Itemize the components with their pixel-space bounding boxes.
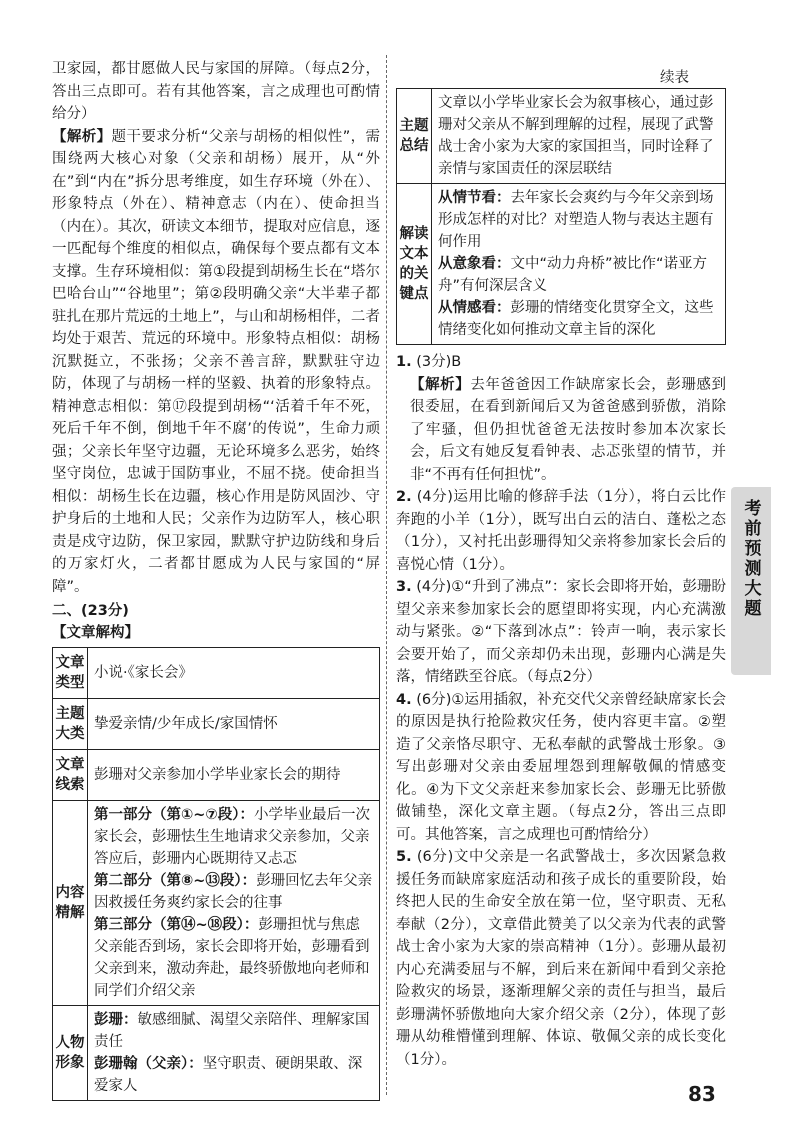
answer-number: 4.	[396, 691, 412, 708]
continued-table-label: 续表	[660, 70, 689, 86]
row-label: 内容精解	[53, 801, 88, 1006]
part-text: 去年家长会爽约与今年父亲到场形成怎样的对比？对塑造人物与表达主题有何作用	[438, 190, 714, 250]
row-value: 挚爱亲情/少年成长/家国情怀	[88, 699, 380, 750]
row-value: 小说·《家长会》	[88, 648, 380, 699]
row-label: 文章线索	[53, 750, 88, 801]
content-part	[94, 804, 373, 870]
row-value	[432, 184, 726, 345]
character-part	[94, 1009, 373, 1053]
part-head: 从意象看：	[438, 256, 511, 272]
answer-number: 3.	[396, 579, 412, 595]
answer-text: (4分)①“升到了沸点”：家长会即将开始，彭珊盼望父亲来参加家长会的愿望即将实现，内心充满激动与紧张。②“下落到冰点”：铃声一响，表示家长会要开始了，而父亲却仍未出现，彭珊内心满是失落，情绪跌至谷底。（每点2分）	[396, 579, 727, 685]
content-part	[94, 914, 373, 1002]
part-head: 从情感看：	[438, 300, 511, 316]
side-tab-label: 考前预测大题	[740, 499, 761, 619]
analysis-paragraph	[52, 126, 380, 599]
answer-item	[396, 846, 726, 1071]
part-head: 第二部分（第⑧~⑬段）：	[94, 873, 257, 889]
row-label: 主题总结	[397, 89, 432, 184]
right-column	[396, 88, 726, 1071]
row-label: 主题大类	[53, 699, 88, 750]
answer-item	[396, 689, 726, 847]
continued-structure-table	[396, 88, 726, 345]
part-text: 彭珊担忧与焦虑父亲能否到场，家长会即将开始，彭珊看到父亲到来，激动奔赴，最终骄傲地向老师和同学们介绍父亲	[94, 917, 370, 999]
row-label: 文章类型	[53, 648, 88, 699]
answer-continuation: 卫家园，都甘愿做人民与家国的屏障。（每点2分，答出三点即可。若有其他答案，言之成理也可酌情给分）	[52, 61, 380, 122]
column-divider	[386, 55, 387, 1095]
analysis-tag: 【解析】	[410, 376, 471, 393]
answer-number: 5.	[396, 849, 412, 865]
key-point	[438, 187, 719, 253]
page-number: 83	[688, 1082, 716, 1106]
row-value	[88, 801, 380, 1006]
row-label: 人物形象	[53, 1006, 88, 1101]
table-row	[397, 89, 726, 184]
analysis-text: 去年爸爸因工作缺席家长会，彭珊感到很委屈，在看到新闻后又为爸爸感到骄傲，消除了牢骚，但仍担忧爸爸无法按时参加本次家长会，后文有她反复看钟表、忐忑张望的情节，并非“不再有任何担忧”。	[410, 376, 727, 483]
answer-number: 1.	[396, 354, 412, 370]
part-text: 文中“动力舟桥”被比作“诺亚方舟”有何深层含义	[438, 256, 708, 294]
answer-text: (3分)B	[416, 354, 462, 370]
structure-title: 【文章解构】	[52, 625, 139, 641]
row-value: 文章以小学毕业家长会为叙事核心，通过彭珊对父亲从不解到理解的过程，展现了武警战士舍小家为大家的家国担当，同时诠释了亲情与家国责任的深层联结	[432, 89, 726, 184]
answer-item	[396, 486, 726, 576]
part-head: 从情节看：	[438, 190, 511, 206]
row-value: 彭珊对父亲参加小学毕业家长会的期待	[88, 750, 380, 801]
part-head: 彭珊：	[94, 1012, 138, 1028]
analysis-tag: 【解析】	[52, 128, 112, 145]
key-point	[438, 297, 719, 341]
answer-text: (4分)运用比喻的修辞手法（1分），将白云比作奔跑的小羊（1分），既写出白云的洁白、蓬松之态（1分），又衬托出彭珊得知父亲将参加家长会后的喜悦心情（1分）。	[396, 489, 727, 573]
row-value	[88, 1006, 380, 1101]
analysis-text: 题干要求分析“父亲与胡杨的相似性”，需围绕两大核心对象（父亲和胡杨）展开，从“外在”到“内在”拆分思考维度，如生存环境（外在）、形象特点（外在）、精神意志（内在）、使命担当（内在）。其次，研读文本细节，提取对应信息，逐一匹配每个维度的相似点，确保每个要点都有文本支撑。生存环境相似：第①段提到胡杨生长在“塔尔巴哈台山”“谷地里”；第②段明确父亲“大半辈子都驻扎在那片荒远的土地上”，与山和胡杨相伴，二者均处于艰苦、荒远的环境中。形象特点相似：胡杨沉默挺立，不张扬；父亲不善言辞，默默驻守边防，体现了与胡杨一样的坚毅、执着的形象特点。精神意志相似：第⑰段提到胡杨“‘活着千年不死，死后千年不倒，倒地千年不腐’的传说”，生命力顽强；父亲长年坚守边疆，无论环境多么恶劣，始终坚守岗位，忠诚于国防事业，不屈不挠。使命担当相似：胡杨生长在边疆，核心作用是防风固沙、守护身后的土地和人民；父亲作为边防军人，核心职责是戍守边防，保卫家园，默默守护边防线和身后的万家灯火，二者都甘愿成为人民与家国的“屏障”。	[52, 128, 380, 595]
section-two-heading: 二、(23分)	[52, 603, 129, 619]
part-text: 小学毕业最后一次家长会，彭珊怯生生地请求父亲参加，父亲答应后，彭珊内心既期待又忐忑	[94, 807, 370, 867]
left-column	[52, 58, 380, 1101]
row-label: 解读文本的关键点	[397, 184, 432, 345]
part-head: 彭珊翰（父亲）：	[94, 1056, 203, 1072]
answer-item	[396, 576, 726, 689]
answer-number: 2.	[396, 489, 412, 505]
character-part	[94, 1053, 373, 1097]
answer-text: (6分)文中父亲是一名武警战士，多次因紧急救援任务而缺席家庭活动和孩子成长的重要阶段，始终把人民的生命安全放在第一位，坚守职责、无私奉献（2分），文章借此赞美了以父亲为代表的武警战士舍小家为大家的崇高精神（1分）。彭珊从最初内心充满委屈与不解，到后来在新闻中看到父亲抢险救灾的场景，逐渐理解父亲的责任与担当，最后彭珊满怀骄傲地向大家介绍父亲（2分），体现了彭珊从幼稚懵懂到理解、体谅、敬佩父亲的成长变化（1分）。	[396, 849, 726, 1068]
answers-list	[396, 351, 726, 1071]
answer-text: (6分)①运用插叙，补充交代父亲曾经缺席家长会的原因是执行抢险救灾任务，使内容更丰富。②塑造了父亲恪尽职守、无私奉献的武警战士形象。③写出彭珊对父亲由委屈埋怨到理解敬佩的情感变化。④为下文父亲赶来参加家长会、彭珊无比骄傲做铺垫，深化文章主题。（每点2分，答出三点即可。其他答案，言之成理也可酌情给分）	[396, 691, 727, 843]
part-text: 彭珊的情绪变化贯穿全文，这些情绪变化如何推动文章主旨的深化	[438, 300, 714, 338]
table-row	[53, 699, 380, 750]
answer-analysis	[396, 374, 726, 487]
content-part	[94, 870, 373, 914]
structure-table	[52, 647, 380, 1101]
side-tab	[731, 487, 771, 675]
table-row	[53, 648, 380, 699]
part-head: 第一部分（第①~⑦段）：	[94, 807, 254, 823]
table-row	[53, 801, 380, 1006]
table-row	[53, 750, 380, 801]
part-text: 坚守职责、硬朗果敢、深爱家人	[94, 1056, 363, 1094]
key-point	[438, 253, 719, 297]
answer-item	[396, 351, 726, 374]
part-text: 彭珊回忆去年父亲因救援任务爽约家长会的往事	[94, 873, 373, 911]
table-row	[53, 1006, 380, 1101]
table-row	[397, 184, 726, 345]
part-text: 敏感细腻、渴望父亲陪伴、理解家国责任	[94, 1012, 370, 1050]
part-head: 第三部分（第⑭~⑱段）：	[94, 917, 259, 933]
